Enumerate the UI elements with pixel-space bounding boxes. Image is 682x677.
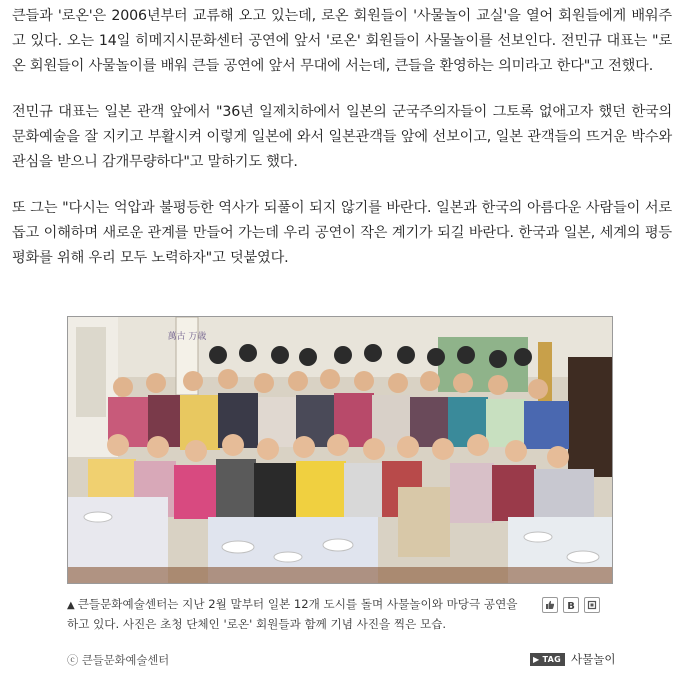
tag-badge [530, 653, 565, 666]
tag-badge-label: TAG [542, 654, 562, 664]
svg-text:B: B [567, 601, 575, 610]
article-photo[interactable] [67, 316, 613, 584]
caption-text: 큰들문화예술센터는 지난 2월 말부터 일본 12개 도시를 돌며 사물놀이와 마당극 공연을 하고 있다. 사진은 초청 단체인 '로온' 회원들과 함께 기념 사진을 찍은 모습. [67, 597, 518, 631]
photo-caption [67, 595, 522, 634]
banner-text: 萬古 万歳 [167, 332, 207, 342]
thumb-up-icon[interactable] [542, 597, 558, 613]
caption-marker: ▲ [67, 600, 75, 611]
tag-link[interactable]: 사물놀이 [571, 652, 616, 666]
share-buttons [542, 597, 600, 613]
tag-row [530, 651, 615, 667]
scrap-icon[interactable] [584, 597, 600, 613]
photo-credit: ⓒ 큰들문화예술센터 [67, 654, 170, 667]
tag-arrow-icon: ▶ [533, 654, 540, 664]
group-photo-illustration [68, 317, 612, 583]
article-paragraph-3: 또 그는 "다시는 억압과 불평등한 역사가 되풀이 되지 않기를 바란다. 일본과 한국의 아름다운 사람들이 서로 돕고 이해하며 새로운 관계를 만들어 가는데 우리 공연이 작은 계기가 되길 바란다. 한국과 일본, 세계의 평등평화를 위해 우리 모두 노력하자"고 덧붙였다. [12, 200, 672, 266]
article-paragraph-1: 큰들과 '로온'은 2006년부터 교류해 오고 있는데, 로온 회원들이 '사물놀이 교실'을 열어 회원들에게 배워주고 있다. 오는 14일 히메지시문화센터 공연에 앞서 '로온' 회원들이 사물놀이를 선보인다. 전민규 대표는 "로온 회원들이 사물놀이를 배워 큰들 공연에 앞서 무대에 서는데, 큰들을 환영하는 의미라고 한다"고 전했다. [12, 8, 672, 74]
article-paragraph-2: 전민규 대표는 일본 관객 앞에서 "36년 일제치하에서 일본의 군국주의자들이 그토록 없애고자 했던 한국의 문화예술을 잘 지키고 부활시켜 이렇게 일본에 와서 일본관객들 앞에 선보이고, 일본 관객들의 뜨거운 박수와 관심을 받으니 감개무량하다"고 말하기도 했다. [12, 104, 672, 170]
blog-b-icon[interactable] [563, 597, 579, 613]
article-body [12, 4, 672, 292]
